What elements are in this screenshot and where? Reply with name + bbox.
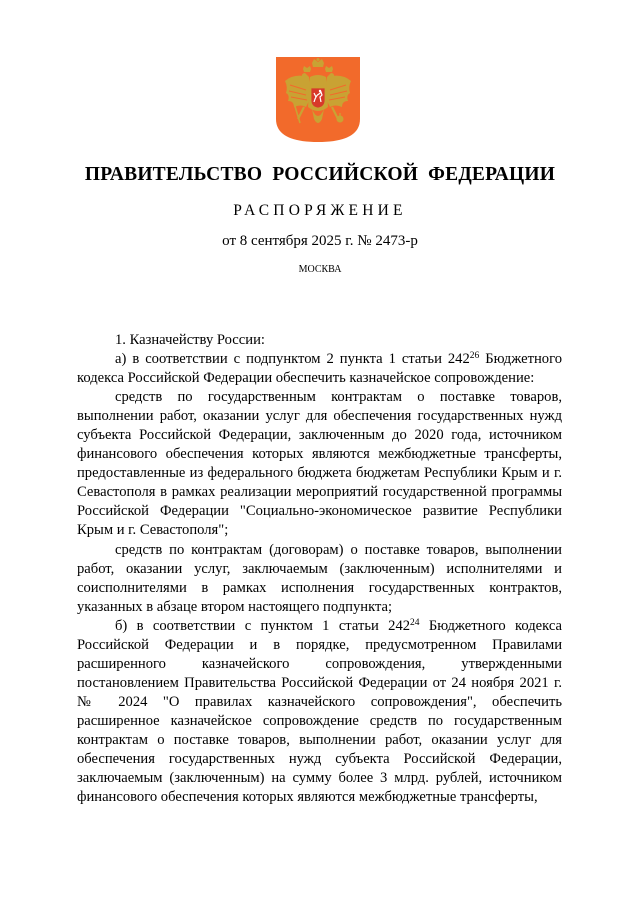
government-title: ПРАВИТЕЛЬСТВО РОССИЙСКОЙ ФЕДЕРАЦИИ [84,164,556,185]
article-superscript: 26 [469,351,480,362]
paragraph-3: средств по государственным контрактам о поставке товаров, выполнении работ, оказании услуг для обеспечения государственных нужд субъекта Российской Федерации, заключенным до 2020 года, источником финансового обеспечения которых являются межбюджетные трансферты, предоставленные из федерального бюджета бюджетам Республики Крым и г. Севастополя в рамках реализации мероприятий государственной программы Российской Федерации "Социально-экономическое развитие Республики Крым и г. Севастополя"; [77,389,562,539]
paragraph-5-text-b: Бюджетного кодекса Российской Федерации и в порядке, предусмотренном Правилами расширенного казначейского сопровождения, утвержденными постановлением Правительства Российской Федерации от 24 ноября 2021 г. № 2024 "О правилах казначейского сопровождения", обеспечить расширенное казначейское сопровождение средств по государственным контрактам о поставке товаров, выполнении работ, оказании услуг для обеспечения государственных нужд субъекта Российской Федерации, заключаемым (заключенным) на сумму более 3 млрд. рублей, источником финансового обеспечения которых являются межбюджетные трансферты, [77,617,562,806]
document-city: МОСКВА [298,264,342,275]
paragraph-5 [77,617,562,807]
paragraph-2 [77,350,562,388]
document-date-number: от 8 сентября 2025 г. № 2473-р [222,233,418,249]
paragraph-4: средств по контрактам (договорам) о поставке товаров, выполнении работ, оказании услуг, заключаемым (заключенным) исполнителями и соисполнителями в рамках исполнения государственных контрактов, указанных в абзаце втором настоящего подпункта; [77,541,562,615]
document-type: РАСПОРЯЖЕНИЕ [233,202,407,219]
paragraph-1: 1. Казначейству России: [115,332,265,348]
document-body [77,331,562,807]
article-superscript: 24 [410,617,420,628]
paragraph-5-text-a: б) в соответствии с пунктом 1 статьи 242 [115,617,411,634]
russian-coat-of-arms-icon [276,57,360,142]
paragraph-2-text-b: Бюджетного кодекса Российской Федерации обеспечить казначейское сопровождение: [77,351,562,387]
paragraph-2-text-a: а) в соответствии с подпунктом 2 пункта 1 статьи 242 [115,351,470,368]
